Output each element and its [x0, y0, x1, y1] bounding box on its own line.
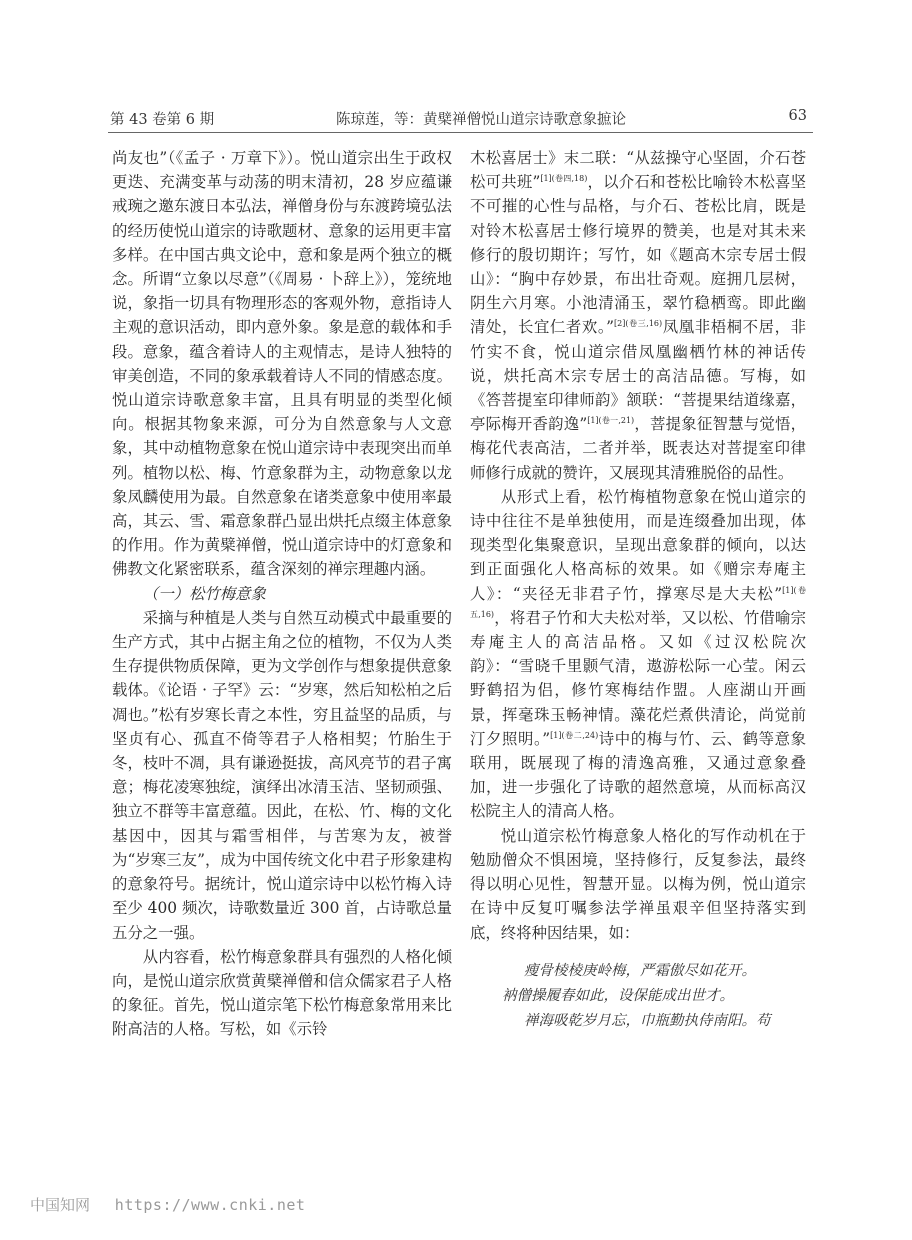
citation: [1](卷二,24)	[550, 730, 599, 740]
paragraph: 尚友也”（《孟子 · 万章下》）。悦山道宗出生于政权更迭、充满变革与动荡的明末清初，28 岁应蕴谦戒琬之邀东渡日本弘法，禅僧身份与东渡跨境弘法的经历使悦山道宗的诗歌题材、意象的运用更丰富多样。在中国古典文论中，意和象是两个独立的概念。所谓“立象以尽意”（《周易 · 卜辞上》），笼统地说，象指一切具有物理形态的客观外物，意指诗人主观的意识活动，即内意外象。象是意的载体和手段。意象，蕴含着诗人的主观情志，是诗人独特的审美创造，不同的象承载着诗人不同的情感态度。悦山道宗诗歌意象丰富，且具有明显的类型化倾向。根据其物象来源，可分为自然意象与人文意象，其中动植物意象在悦山道宗诗中表现突出而单列。植物以松、梅、竹意象群为主，动物意象以龙象凤麟使用为最。自然意象在诸类意象中使用率最高，其云、雪、霜意象群凸显出烘托点缀主体意象的作用。作为黄檗禅僧，悦山道宗诗中的灯意象和佛教文化紧密联系，蕴含深刻的禅宗理趣内涵。	[112, 149, 452, 579]
text-run: ，以介石和苍松比喻铃木松喜坚不可摧的心性与品格，与介石、苍松比肩，既是对铃木松喜居士修行境界的赞美，也是对其未来修行的殷切期许；写竹，如《题高木宗专居士假山》：“胸中存妙景，布出壮奇观。庭拥几层树，阴生六月寒。小池清涌玉，翠竹稳栖鸾。即此幽清处，长宜仁者欢。”	[470, 173, 806, 337]
running-header	[108, 108, 813, 133]
citation: [1](卷四,18)	[540, 174, 588, 184]
watermark-site-name: 中国知网	[30, 1196, 91, 1214]
text-run: ，将君子竹和大夫松对举，又以松、竹借喻宗寿庵主人的高洁品格。又如《过汉松院次韵》：“雪晓千里颢气清，遨游松际一心莹。闲云野鹤招为侣，修竹寒梅结作盟。人座湖山开画景，挥毫珠玉畅神情。藻花烂煮供清论，尚觉前汀夕照明。”	[470, 608, 806, 748]
page-number: 63	[788, 108, 807, 124]
poem-line: 禅海吸乾岁月忘，巾瓶勤执侍南阳。苟	[524, 1012, 771, 1029]
watermark-url: https://www.cnki.net	[114, 1196, 306, 1214]
left-column	[112, 146, 452, 1042]
section-subheading: （一）松竹梅意象	[142, 584, 266, 603]
paragraph: 从内容看，松竹梅意象群具有强烈的人格化倾向，是悦山道宗欣赏黄檗禅僧和信众儒家君子人格的象征。首先，悦山道宗笔下松竹梅意象常用来比附高洁的人格。写松，如《示铃	[112, 947, 452, 1039]
poem-quote	[470, 959, 806, 1034]
poem-line: 瘦骨棱棱庚岭梅，严霜傲尽如花开。	[524, 962, 756, 979]
text-run: ，菩提象征智慧与觉悟，梅花代表高洁，二者并举，既表达对菩提室印律师修行成就的赞许，又展现其清雅脱俗的品性。	[470, 415, 806, 482]
right-column	[470, 146, 806, 1034]
citation: [1](卷五,16)	[470, 585, 807, 619]
citation: [1](卷一,21)	[587, 416, 635, 426]
text-run: 凤凰非梧桐不居，非竹实不食，悦山道宗借凤凰幽栖竹林的神话传说，烘托高木宗专居士的高洁品德。写梅，如《答菩提室印律师韵》颔联：“菩提果结道缘嘉，亭际梅开香韵逸”	[470, 318, 807, 434]
text-run: 诗中的梅与竹、云、鹤等意象联用，既展现了梅的清逸高雅，又通过意象叠加，进一步强化了诗歌的超然意境，从而标高汉松院主人的清高人格。	[470, 729, 807, 821]
paragraph: 悦山道宗松竹梅意象人格化的写作动机在于勉励僧众不惧困境，坚持修行，反复参法，最终得以明心见性，智慧开显。以梅为例，悦山道宗在诗中反复叮嘱参法学禅虽艰辛但坚持落实到底，终将种因结果，如：	[470, 826, 806, 942]
text-run: 木松喜居士》末二联：“从兹操守心坚固，介石苍松可共班”	[470, 149, 806, 192]
citation: [2](卷三,16)	[614, 319, 663, 329]
paragraph	[470, 485, 806, 824]
poem-line: 衲僧操履春如此，设保能成出世才。	[502, 987, 734, 1004]
journal-volume: 第 43 卷第 6 期	[110, 112, 215, 128]
running-title: 陈琼莲，等：黄檗禅僧悦山道宗诗歌意象摭论	[336, 112, 626, 128]
text-run: 从形式上看，松竹梅植物意象在悦山道宗的诗中往往不是单独使用，而是连缀叠加出现，体现类型化集聚意识，呈现出意象群的倾向，以达到正面强化人格高标的效果。如《赠宗寿庵主人》：“夹径无非君子竹，撑寒尽是大夫松”	[470, 487, 806, 603]
cnki-watermark	[30, 1194, 305, 1215]
paragraph	[470, 146, 806, 485]
paragraph: 采摘与种植是人类与自然互动模式中最重要的生产方式，其中占据主角之位的植物，不仅为人类生存提供物质保障，更为文学创作与想象提供意象载体。《论语 · 子罕》云：“岁寒，然后知松柏之后凋也。”松有岁寒长青之本性，穷且益坚的品质，与坚贞有心、孤直不倚等君子人格相契；竹胎生于冬，枝叶不凋，具有谦逊挺拔，高风亮节的君子寓意；梅花凌寒独绽，演绎出冰清玉洁、坚韧顽强、独立不群等丰富意蕴。因此，在松、竹、梅的文化基因中，因其与霜雪相伴，与苦寒为友，被誉为“岁寒三友”，成为中国传统文化中君子形象建构的意象符号。据统计，悦山道宗诗中以松竹梅入诗至少 400 频次，诗歌数量近 300 首，占诗歌总量五分之一强。	[112, 608, 452, 942]
